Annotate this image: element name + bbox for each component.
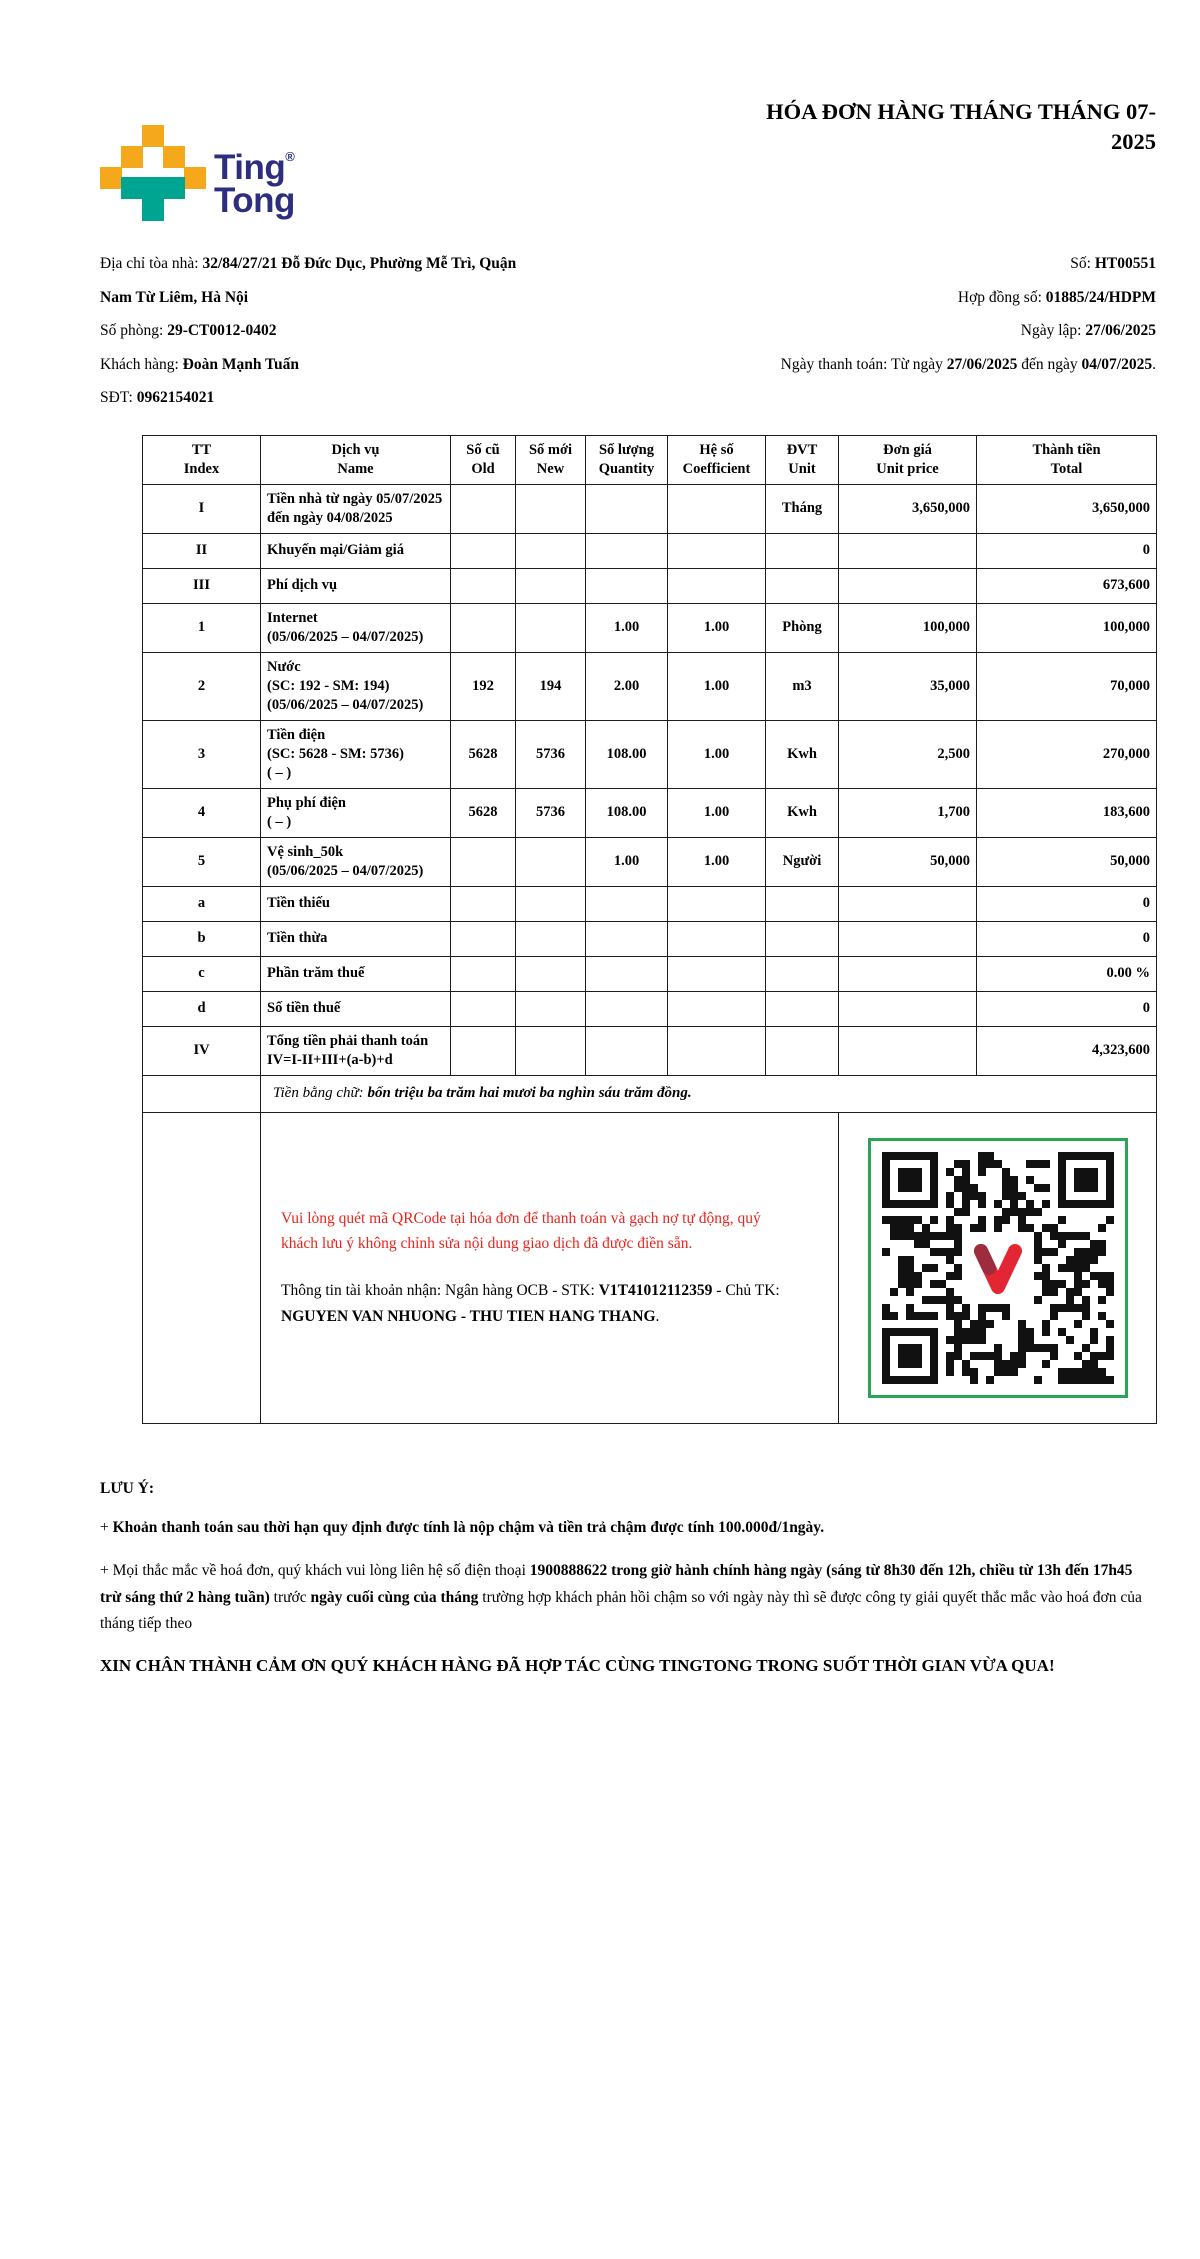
building-address: Địa chỉ tòa nhà: 32/84/27/21 Đỗ Đức Dục, Phường Mễ Trì, Quận Nam Từ Liêm, Hà Nội bbox=[100, 255, 517, 306]
qr-frame bbox=[868, 1138, 1128, 1398]
cell-index: 4 bbox=[143, 788, 261, 837]
notes-heading: LƯU Ý: bbox=[100, 1479, 155, 1497]
logo-square bbox=[121, 146, 143, 168]
cell-unit-price: 35,000 bbox=[839, 652, 977, 720]
cell-qty bbox=[586, 921, 668, 956]
cell-unit: Kwh bbox=[766, 720, 839, 788]
cell-index: II bbox=[143, 533, 261, 568]
table-row bbox=[143, 484, 1157, 533]
cell-unit-price bbox=[839, 1026, 977, 1075]
table-row bbox=[143, 1026, 1157, 1075]
cell-new bbox=[516, 603, 586, 652]
cell-unit bbox=[766, 921, 839, 956]
cell-qty bbox=[586, 484, 668, 533]
cell-coef: 1.00 bbox=[668, 720, 766, 788]
cell-unit-price bbox=[839, 921, 977, 956]
cell-new: 5736 bbox=[516, 788, 586, 837]
registered-mark: ® bbox=[285, 148, 295, 164]
cell-old bbox=[451, 603, 516, 652]
cell-empty bbox=[143, 1075, 261, 1112]
cell-old bbox=[451, 837, 516, 886]
cell-old bbox=[451, 956, 516, 991]
cell-new bbox=[516, 837, 586, 886]
logo-square bbox=[142, 199, 164, 221]
cell-coef bbox=[668, 956, 766, 991]
column-header: Số mới New bbox=[516, 435, 586, 484]
invoice-table bbox=[142, 435, 1157, 1424]
cell-total: 3,650,000 bbox=[977, 484, 1157, 533]
cell-total: 673,600 bbox=[977, 568, 1157, 603]
cell-name: Vệ sinh_50k (05/06/2025 – 04/07/2025) bbox=[261, 837, 451, 886]
qr-payment-warning: Vui lòng quét mã QRCode tại hóa đơn để thanh toán và gạch nợ tự động, quý khách lưu ý không chỉnh sửa nội dung giao dịch đã được điền sẵn. bbox=[281, 1209, 761, 1252]
cell-unit-price: 2,500 bbox=[839, 720, 977, 788]
cell-index: I bbox=[143, 484, 261, 533]
cell-old: 5628 bbox=[451, 720, 516, 788]
cell-total: 0 bbox=[977, 991, 1157, 1026]
bank-account-info: Thông tin tài khoản nhận: Ngân hàng OCB - STK: V1T41012112359 - Chủ TK: NGUYEN VAN NHUONG - THU TIEN HANG THANG. bbox=[281, 1281, 780, 1325]
cell-name: Tiền thiếu bbox=[261, 886, 451, 921]
cell-name: Phí dịch vụ bbox=[261, 568, 451, 603]
cell-unit-price bbox=[839, 533, 977, 568]
cell-coef bbox=[668, 568, 766, 603]
cell-name: Phần trăm thuế bbox=[261, 956, 451, 991]
cell-total: 270,000 bbox=[977, 720, 1157, 788]
cell-old: 5628 bbox=[451, 788, 516, 837]
cell-name: Tổng tiền phải thanh toán IV=I-II+III+(a-b)+d bbox=[261, 1026, 451, 1075]
cell-new bbox=[516, 484, 586, 533]
cell-total: 50,000 bbox=[977, 837, 1157, 886]
customer-phone: SĐT: 0962154021 bbox=[100, 389, 215, 407]
cell-index: 3 bbox=[143, 720, 261, 788]
cell-qty bbox=[586, 1026, 668, 1075]
cell-old bbox=[451, 1026, 516, 1075]
cell-unit bbox=[766, 956, 839, 991]
cell-qty bbox=[586, 533, 668, 568]
cell-unit bbox=[766, 568, 839, 603]
cell-index: 5 bbox=[143, 837, 261, 886]
column-header: Thành tiền Total bbox=[977, 435, 1157, 484]
cell-new bbox=[516, 886, 586, 921]
cell-unit-price: 3,650,000 bbox=[839, 484, 977, 533]
cell-old bbox=[451, 886, 516, 921]
cell-unit: Phòng bbox=[766, 603, 839, 652]
cell-unit bbox=[766, 886, 839, 921]
footer-notes bbox=[100, 1480, 1156, 1679]
cell-qty bbox=[586, 956, 668, 991]
cell-unit-price: 100,000 bbox=[839, 603, 977, 652]
logo-square bbox=[184, 167, 206, 189]
cell-qty: 108.00 bbox=[586, 720, 668, 788]
qr-cell bbox=[839, 1112, 1157, 1423]
cell-old bbox=[451, 533, 516, 568]
invoice-title: HÓA ĐƠN HÀNG THÁNG THÁNG 07- 2025 bbox=[766, 99, 1156, 154]
table-row bbox=[143, 956, 1157, 991]
cell-new: 194 bbox=[516, 652, 586, 720]
cell-unit bbox=[766, 533, 839, 568]
cell-name: Tiền điện (SC: 5628 - SM: 5736) ( – ) bbox=[261, 720, 451, 788]
tingtong-logo bbox=[100, 125, 295, 231]
cell-old: 192 bbox=[451, 652, 516, 720]
cell-unit-price bbox=[839, 886, 977, 921]
qr-row bbox=[143, 1112, 1157, 1423]
logo-square bbox=[142, 125, 164, 147]
cell-new bbox=[516, 533, 586, 568]
cell-coef: 1.00 bbox=[668, 652, 766, 720]
cell-total: 4,323,600 bbox=[977, 1026, 1157, 1075]
cell-qty: 108.00 bbox=[586, 788, 668, 837]
cell-old bbox=[451, 991, 516, 1026]
table-row bbox=[143, 886, 1157, 921]
cell-unit: Người bbox=[766, 837, 839, 886]
cell-unit-price bbox=[839, 991, 977, 1026]
cell-total: 183,600 bbox=[977, 788, 1157, 837]
cell-unit-price bbox=[839, 568, 977, 603]
cell-unit: Tháng bbox=[766, 484, 839, 533]
invoice-table-body bbox=[143, 484, 1157, 1075]
cell-name: Phụ phí điện ( – ) bbox=[261, 788, 451, 837]
thanks-note: XIN CHÂN THÀNH CẢM ƠN QUÝ KHÁCH HÀNG ĐÃ HỢP TÁC CÙNG TINGTONG TRONG SUỐT THỜI GIAN VỪA QUA! bbox=[100, 1655, 1055, 1675]
cell-total: 0 bbox=[977, 533, 1157, 568]
tingtong-logo-icon bbox=[100, 125, 206, 231]
cell-total: 0.00 % bbox=[977, 956, 1157, 991]
table-row bbox=[143, 788, 1157, 837]
column-header: TT Index bbox=[143, 435, 261, 484]
contract-number: Hợp đồng số: 01885/24/HDPM bbox=[957, 288, 1156, 306]
cell-name: Số tiền thuế bbox=[261, 991, 451, 1026]
cell-name: Tiền thừa bbox=[261, 921, 451, 956]
cell-index: III bbox=[143, 568, 261, 603]
table-row bbox=[143, 921, 1157, 956]
cell-coef: 1.00 bbox=[668, 603, 766, 652]
cell-coef bbox=[668, 533, 766, 568]
cell-total: 100,000 bbox=[977, 603, 1157, 652]
cell-unit: m3 bbox=[766, 652, 839, 720]
cell-name: Tiền nhà từ ngày 05/07/2025 đến ngày 04/08/2025 bbox=[261, 484, 451, 533]
cell-coef bbox=[668, 484, 766, 533]
header bbox=[100, 95, 1156, 231]
cell-old bbox=[451, 921, 516, 956]
cell-unit-price: 1,700 bbox=[839, 788, 977, 837]
cell-name: Khuyến mại/Giảm giá bbox=[261, 533, 451, 568]
cell-new bbox=[516, 921, 586, 956]
cell-coef: 1.00 bbox=[668, 837, 766, 886]
table-row bbox=[143, 603, 1157, 652]
cell-name: Nước (SC: 192 - SM: 194) (05/06/2025 – 04/07/2025) bbox=[261, 652, 451, 720]
cell-name: Internet (05/06/2025 – 04/07/2025) bbox=[261, 603, 451, 652]
cell-unit-price bbox=[839, 956, 977, 991]
table-row bbox=[143, 837, 1157, 886]
column-header: Số cũ Old bbox=[451, 435, 516, 484]
cell-new bbox=[516, 956, 586, 991]
cell-index: c bbox=[143, 956, 261, 991]
cell-qty bbox=[586, 886, 668, 921]
invoice-meta-left bbox=[100, 247, 547, 415]
payment-period: Ngày thanh toán: Từ ngày 27/06/2025 đến ngày 04/07/2025. bbox=[780, 355, 1156, 373]
column-header: Hệ số Coefficient bbox=[668, 435, 766, 484]
column-header: Số lượng Quantity bbox=[586, 435, 668, 484]
cell-qty: 1.00 bbox=[586, 837, 668, 886]
cell-index: 2 bbox=[143, 652, 261, 720]
cell-unit-price: 50,000 bbox=[839, 837, 977, 886]
cell-new: 5736 bbox=[516, 720, 586, 788]
cell-coef bbox=[668, 1026, 766, 1075]
brand-wordmark: Ting® Tong bbox=[214, 147, 295, 220]
qr-code bbox=[882, 1152, 1114, 1384]
cell-total: 0 bbox=[977, 921, 1157, 956]
invoice-meta-right bbox=[547, 247, 1156, 415]
cell-old bbox=[451, 484, 516, 533]
amount-in-words: Tiền bằng chữ: bốn triệu ba trăm hai mươi ba nghìn sáu trăm đồng. bbox=[261, 1075, 1157, 1112]
cell-unit bbox=[766, 991, 839, 1026]
logo-square bbox=[100, 167, 122, 189]
logo-square bbox=[163, 146, 185, 168]
cell-qty: 2.00 bbox=[586, 652, 668, 720]
cell-index: d bbox=[143, 991, 261, 1026]
cell-new bbox=[516, 568, 586, 603]
cell-qty bbox=[586, 991, 668, 1026]
payment-instructions-cell bbox=[261, 1112, 839, 1423]
table-row bbox=[143, 991, 1157, 1026]
column-header: ĐVT Unit bbox=[766, 435, 839, 484]
cell-old bbox=[451, 568, 516, 603]
cell-index: IV bbox=[143, 1026, 261, 1075]
cell-new bbox=[516, 1026, 586, 1075]
customer-name: Khách hàng: Đoàn Mạnh Tuấn bbox=[100, 355, 299, 373]
cell-index: a bbox=[143, 886, 261, 921]
cell-unit: Kwh bbox=[766, 788, 839, 837]
cell-coef bbox=[668, 886, 766, 921]
invoice-number: Số: HT00551 bbox=[1070, 255, 1156, 272]
cell-coef: 1.00 bbox=[668, 788, 766, 837]
table-row bbox=[143, 568, 1157, 603]
cell-empty bbox=[143, 1112, 261, 1423]
cell-qty: 1.00 bbox=[586, 603, 668, 652]
room-number: Số phòng: 29-CT0012-0402 bbox=[100, 322, 277, 340]
table-row bbox=[143, 533, 1157, 568]
column-header: Đơn giá Unit price bbox=[839, 435, 977, 484]
cell-unit bbox=[766, 1026, 839, 1075]
cell-index: 1 bbox=[143, 603, 261, 652]
cell-new bbox=[516, 991, 586, 1026]
column-header: Dịch vụ Name bbox=[261, 435, 451, 484]
cell-index: b bbox=[143, 921, 261, 956]
cell-total: 0 bbox=[977, 886, 1157, 921]
logo-square bbox=[121, 177, 185, 199]
cell-qty bbox=[586, 568, 668, 603]
cell-coef bbox=[668, 991, 766, 1026]
amount-in-words-row bbox=[143, 1075, 1157, 1112]
invoice-table-header-row bbox=[143, 435, 1157, 484]
invoice-meta bbox=[100, 247, 1156, 415]
cell-coef bbox=[668, 921, 766, 956]
hotline-note: + Mọi thắc mắc về hoá đơn, quý khách vui lòng liên hệ số điện thoại 1900888622 trong giờ hành chính hàng ngày (sáng từ 8h30 đến 12h, chiều từ 13h đến 17h45 trừ sáng thứ 2 hàng tuần) trước ngày cuối cùng của tháng trường hợp khách phản hồi chậm so với ngày này thì sẽ được công ty giải quyết thắc mắc vào hoá đơn của tháng tiếp theo bbox=[100, 1562, 1142, 1633]
table-row bbox=[143, 652, 1157, 720]
table-row bbox=[143, 720, 1157, 788]
late-fee-note: + Khoản thanh toán sau thời hạn quy định được tính là nộp chậm và tiền trả chậm được tính 100.000đ/1ngày. bbox=[100, 1518, 825, 1536]
issue-date: Ngày lập: 27/06/2025 bbox=[1020, 322, 1156, 340]
cell-total: 70,000 bbox=[977, 652, 1157, 720]
